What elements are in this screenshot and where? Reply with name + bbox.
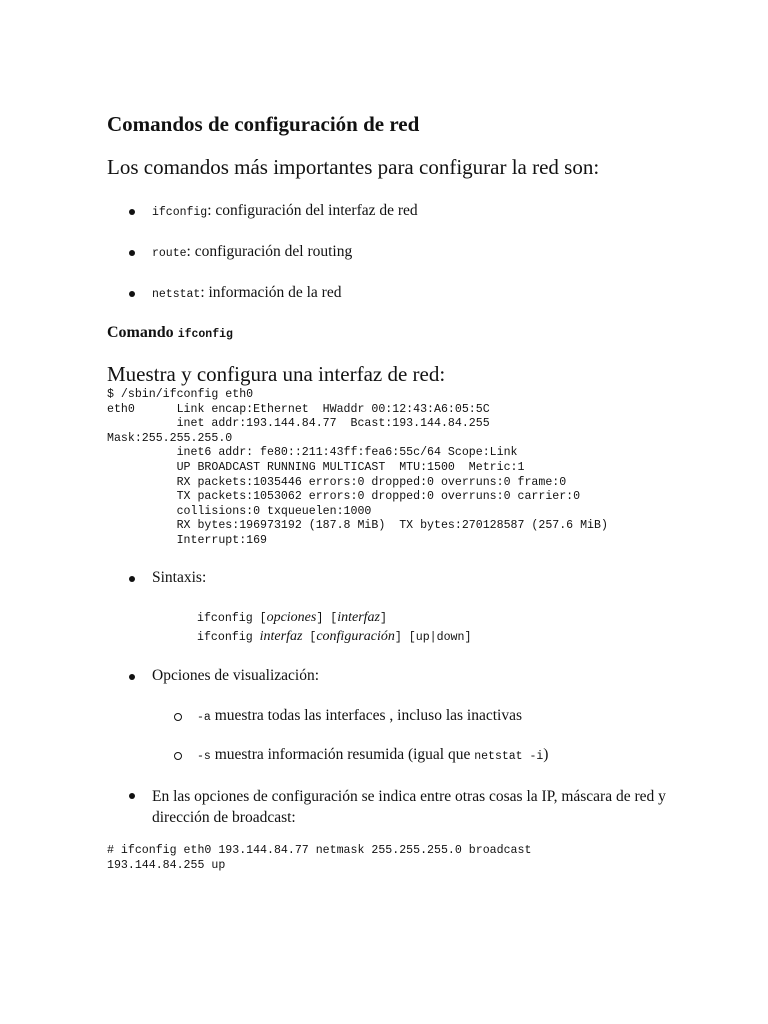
syntax-text: ] [up|down]	[394, 631, 472, 644]
display-options-label: Opciones de visualización:	[152, 667, 320, 684]
syntax-text: ifconfig	[197, 631, 260, 644]
circle-bullet-icon	[174, 713, 182, 721]
bullet-icon	[129, 674, 135, 680]
option-description: muestra información resumida (igual que	[210, 746, 475, 763]
ifconfig-output: $ /sbin/ifconfig eth0 eth0 Link encap:Ethernet HWaddr 00:12:43:A6:05:5C inet addr:193.144.84.77 Bcast:193.144.84.255 Mask:255.255.255.0 inet6 addr: fe80::211:43ff:fea6:55c/64 Scope:Link UP BROADCAST RUNNING MULTICAST MTU:1500 Metric:1 RX packets:1035446 errors:0 dropped:0 overruns:0 frame:0 TX packets:1053062 errors:0 dropped:0 overruns:0 carrier:0 collisions:0 txqueuelen:1000 RX bytes:196973192 (187.8 MiB) TX bytes:270128587 (257.6 MiB) Interrupt:169	[107, 388, 608, 547]
config-note-text: En las opciones de configuración se indica entre otras cosas la IP, máscara de red y dirección de broadcast:	[152, 788, 666, 826]
command-description: : información de la red	[200, 284, 342, 301]
option-flag: -s	[197, 750, 211, 763]
section-label: Comando	[107, 324, 178, 341]
option-description: muestra todas las interfaces , incluso las inactivas	[210, 707, 523, 724]
syntax-text: ifconfig [	[197, 612, 267, 625]
section-heading	[107, 324, 233, 342]
section-command: ifconfig	[177, 328, 233, 341]
option-flag: -a	[197, 711, 211, 724]
syntax-placeholder: configuración	[316, 629, 395, 644]
syntax-text: [	[302, 631, 317, 644]
syntax-placeholder: interfaz	[259, 629, 303, 644]
syntax-placeholder: interfaz	[337, 610, 380, 625]
command-name: netstat	[152, 288, 201, 301]
bullet-icon	[129, 576, 135, 582]
option-end: )	[543, 746, 549, 763]
option-extra: netstat -i	[474, 750, 544, 763]
intro-text: Los comandos más importantes para configurar la red son:	[107, 155, 600, 179]
bullet-icon	[129, 250, 135, 256]
command-name: route	[152, 247, 187, 260]
syntax-line-1	[197, 610, 387, 626]
bullet-icon	[129, 209, 135, 215]
section-lead: Muestra y configura una interfaz de red:	[107, 362, 446, 386]
bullet-icon	[129, 291, 135, 297]
syntax-label: Sintaxis:	[152, 569, 207, 586]
bullet-icon	[129, 793, 135, 799]
command-description: : configuración del interfaz de red	[207, 202, 418, 219]
circle-bullet-icon	[174, 752, 182, 760]
example-command: # ifconfig eth0 193.144.84.77 netmask 255.255.255.0 broadcast 193.144.84.255 up	[107, 844, 532, 872]
syntax-line-2	[197, 629, 471, 645]
command-description: : configuración del routing	[186, 243, 353, 260]
syntax-placeholder: opciones	[266, 610, 317, 625]
syntax-text: ] [	[316, 612, 338, 625]
command-name: ifconfig	[152, 206, 208, 219]
syntax-text: ]	[380, 612, 387, 625]
page-title: Comandos de configuración de red	[107, 112, 420, 136]
